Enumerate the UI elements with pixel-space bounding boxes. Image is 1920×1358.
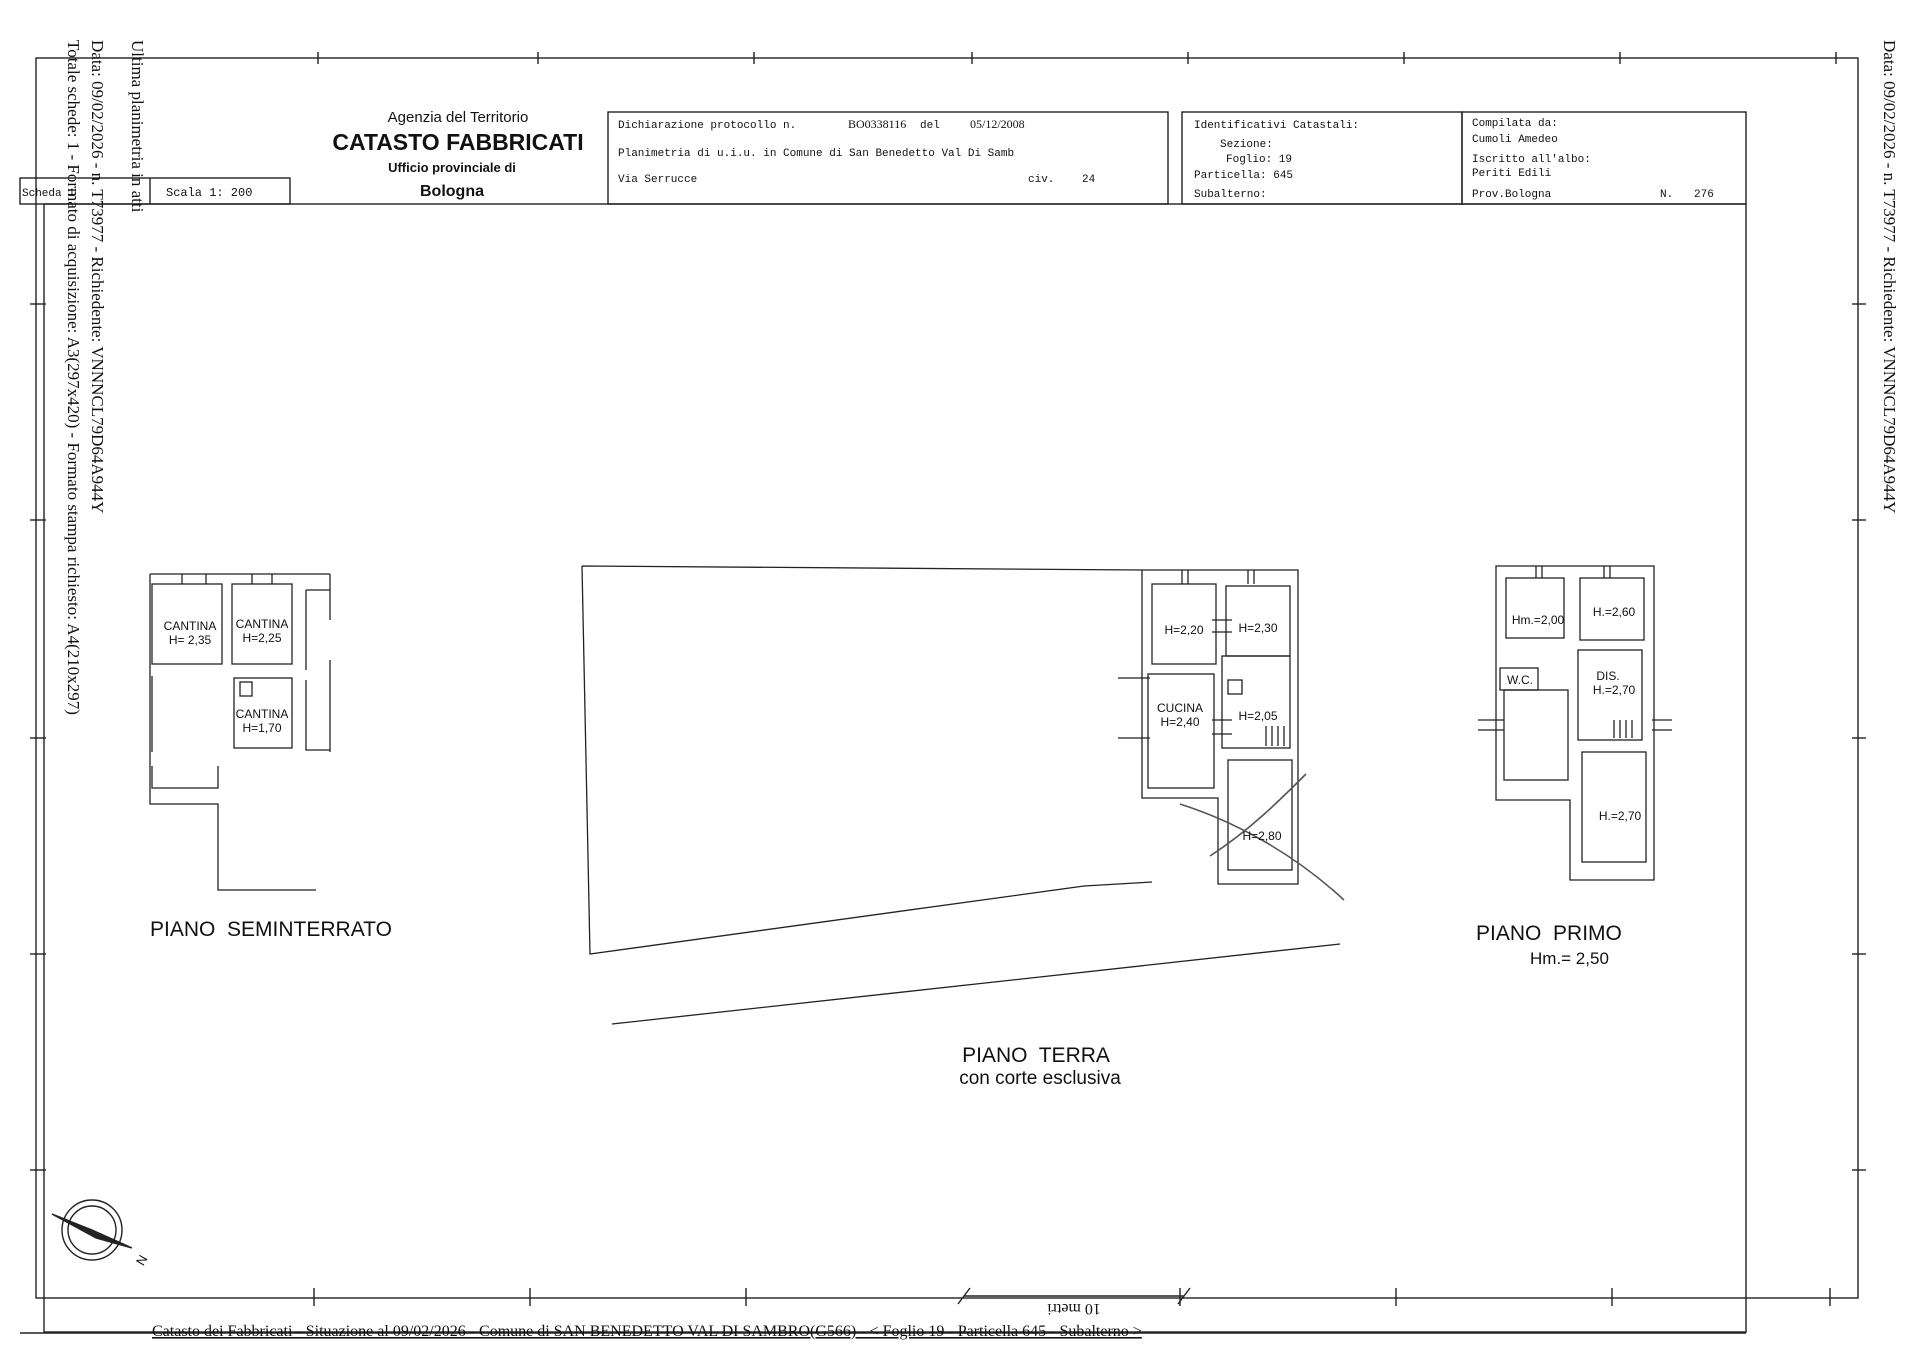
plan-subtitle-terra: con corte esclusiva <box>959 1068 1121 1089</box>
room-height: H.=2,60 <box>1592 605 1636 619</box>
civ-label: civ. <box>1028 174 1055 186</box>
outer-frame <box>20 52 1866 1333</box>
sezione-label: Sezione: <box>1220 139 1273 151</box>
iscritto-value: Periti Edili <box>1472 168 1552 180</box>
room-height: Hm.=2,00 <box>1511 613 1565 627</box>
agency-name: Agenzia del Territorio <box>387 109 529 126</box>
room-name: W.C. <box>1507 673 1533 687</box>
plan-subtitle-primo: Hm.= 2,50 <box>1530 949 1609 968</box>
agency-block <box>332 109 583 200</box>
protocollo-date: 05/12/2008 <box>970 117 1025 131</box>
prov-label: Prov.Bologna <box>1472 189 1552 201</box>
compilata-box <box>1472 118 1714 201</box>
room-height: H=2,20 <box>1164 623 1204 637</box>
room-name: CANTINA <box>235 617 289 631</box>
room-height: H= 2,35 <box>168 633 212 647</box>
ufficio-city: Bologna <box>420 183 484 200</box>
plan-title-terra: PIANO TERRA <box>962 1044 1110 1067</box>
via-text: Via Serrucce <box>618 174 698 186</box>
side-text-right: Data: 09/02/2026 - n. T73977 - Richiedente: VNNNCL79D64A944Y <box>1880 40 1899 514</box>
room-name: CANTINA <box>163 619 217 633</box>
identificativi-label: Identificativi Catastali: <box>1194 120 1360 132</box>
scheda-label: Scheda 1 <box>22 188 75 200</box>
particella-label: Particella: 645 <box>1194 170 1294 182</box>
room-height: H=2,25 <box>242 631 282 645</box>
scale-bar-label: 10 metri <box>1047 1300 1101 1317</box>
planimetria-text: Planimetria di u.i.u. in Comune di San Benedetto Val Di Samb <box>618 148 1015 160</box>
seminterrato-labels <box>164 617 289 735</box>
room-height: H.=2,70 <box>1598 809 1642 823</box>
del-label: del <box>920 120 940 132</box>
protocollo-number: BO0338116 <box>848 117 907 131</box>
side-text-left-2: Data: 09/02/2026 - n. T73977 - Richiedente: VNNNCL79D64A944Y <box>88 40 107 514</box>
compass-north-label: N <box>132 1252 151 1268</box>
room-height: H=2,40 <box>1160 715 1200 729</box>
catasto-title: CATASTO FABBRICATI <box>332 129 584 155</box>
footer-text: Catasto dei Fabbricati - Situazione al 09/02/2026 - Comune di SAN BENEDETTO VAL DI SAMBRO(G566) - < Foglio 19 - Particella 645 - Subalterno > <box>152 1323 1142 1340</box>
compass-icon <box>52 1200 132 1260</box>
side-text-left-3: Totale schede: 1 - Formato di acquisizione: A3(297x420) - Formato stampa richiesto: A4(210x297) <box>64 40 83 715</box>
plan-title-primo: PIANO PRIMO <box>1476 922 1622 945</box>
n-value: 276 <box>1694 189 1714 201</box>
room-height: H=2,30 <box>1238 621 1278 635</box>
civ-value: 24 <box>1082 174 1096 186</box>
foglio-label: Foglio: 19 <box>1226 154 1293 166</box>
room-name: CANTINA <box>235 707 289 721</box>
dichiarazione-box <box>618 117 1096 186</box>
subalterno-label: Subalterno: <box>1194 189 1267 201</box>
plan-primo <box>1478 566 1672 880</box>
room-height: H=2,05 <box>1238 709 1278 723</box>
identificativi-box <box>1194 120 1359 201</box>
room-height: H.=2,70 <box>1592 683 1636 697</box>
terra-labels <box>1157 621 1282 843</box>
scala-label: Scala 1: 200 <box>166 186 253 200</box>
room-height: H=2,80 <box>1242 829 1282 843</box>
room-height: H=1,70 <box>242 721 282 735</box>
iscritto-label: Iscritto all'albo: <box>1472 154 1591 166</box>
compilata-label: Compilata da: <box>1472 118 1558 130</box>
room-name: DIS. <box>1596 669 1620 683</box>
dichiarazione-label: Dichiarazione protocollo n. <box>618 120 797 132</box>
compilata-name: Cumoli Amedeo <box>1472 134 1558 146</box>
n-label: N. <box>1660 189 1674 201</box>
room-name: CUCINA <box>1156 701 1204 715</box>
side-text-left-1: Ultima planimetria in atti <box>128 40 147 213</box>
plan-title-seminterrato: PIANO SEMINTERRATO <box>150 918 392 941</box>
ufficio-label: Ufficio provinciale di <box>388 160 516 175</box>
